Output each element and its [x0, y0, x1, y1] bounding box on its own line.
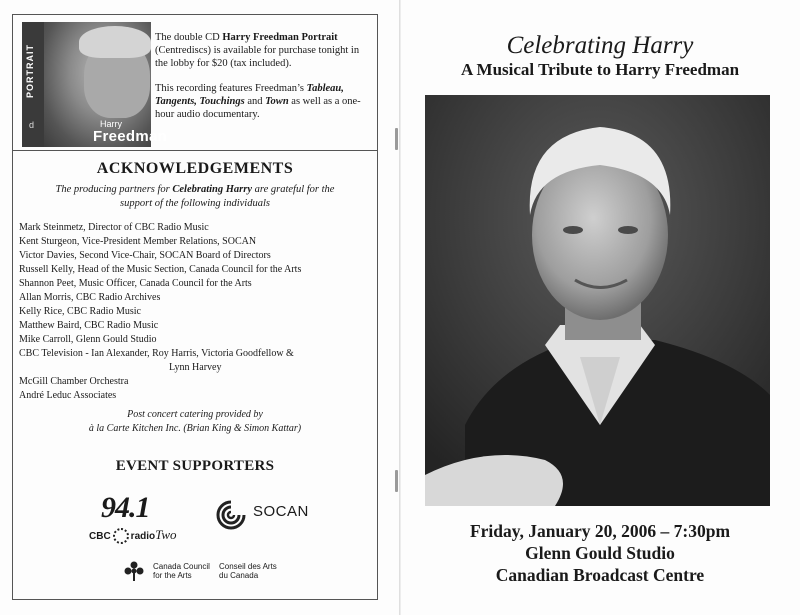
event-name-emphasis: Celebrating Harry — [172, 184, 253, 195]
council-name-english — [153, 562, 210, 580]
cd-spine — [22, 22, 44, 147]
council-line: Canada Council — [153, 562, 210, 571]
portrait-illustration — [425, 95, 770, 506]
text-span: The double CD — [155, 32, 223, 43]
canada-council-logo — [123, 558, 293, 594]
two-text: Two — [155, 527, 177, 542]
cbc-text: CBC — [89, 531, 111, 542]
work-titles: Tableau, Tangents, Touchings — [155, 83, 344, 107]
list-item: Matthew Baird, CBC Radio Music — [19, 320, 159, 331]
radio-frequency: 94.1 — [101, 491, 150, 524]
event-subtitle: A Musical Tribute to Harry Freedman — [460, 60, 740, 79]
cbc-radio-two-logo — [89, 491, 179, 551]
cd-cover-last-name: Freedman — [93, 128, 168, 145]
cd-contents-text — [155, 82, 369, 121]
cbc-radio-wordmark — [89, 527, 177, 544]
text-span: The producing partners for — [55, 184, 173, 195]
text-span: (Centrediscs) is available for purchase tonight in the lobby for $20 (tax included). — [155, 45, 360, 69]
socan-logo — [215, 497, 325, 537]
cd-title: Harry Freedman Portrait — [222, 32, 338, 43]
cbc-gem-icon — [113, 528, 129, 544]
list-item: Kelly Rice, CBC Radio Music — [19, 306, 141, 317]
list-item: Mark Steinmetz, Director of CBC Radio Music — [19, 222, 209, 233]
work-title: Town — [265, 96, 289, 107]
cd-portrait-hair — [79, 26, 151, 58]
text-span: are grateful for the support of the following individuals — [120, 184, 335, 209]
cd-portrait-photo — [44, 22, 168, 147]
acknowledgements-list — [19, 221, 371, 403]
socan-wordmark: SOCAN — [253, 503, 309, 520]
list-item: Allan Morris, CBC Radio Archives — [19, 292, 161, 303]
council-name-french — [219, 562, 277, 580]
cd-cover-first-name: Harry — [100, 119, 122, 129]
cd-cover-image — [22, 22, 168, 147]
cd-promo-section — [13, 15, 377, 151]
council-line: for the Arts — [153, 571, 192, 580]
list-item: André Leduc Associates — [19, 390, 117, 401]
catering-line: Post concert catering provided by — [127, 409, 263, 420]
list-item: CBC Television - Ian Alexander, Roy Harris, Victoria Goodfellow & — [19, 348, 294, 359]
catering-credit — [43, 408, 347, 436]
council-line: Conseil des Arts — [219, 562, 277, 571]
text-span: and — [244, 96, 266, 107]
left-page-panel — [12, 14, 378, 600]
list-item: Mike Carroll, Glenn Gould Studio — [19, 334, 157, 345]
event-venue: Glenn Gould Studio — [525, 543, 675, 563]
event-location: Canadian Broadcast Centre — [495, 565, 705, 585]
cd-description — [155, 31, 369, 133]
acknowledgements-heading: ACKNOWLEDGEMENTS — [96, 160, 294, 177]
radio-text: radio — [130, 531, 156, 542]
acknowledgements-intro — [43, 183, 347, 211]
council-line: du Canada — [219, 571, 259, 580]
list-item: Shannon Peet, Music Officer, Canada Council for the Arts — [19, 278, 252, 289]
event-supporters-heading: EVENT SUPPORTERS — [115, 458, 275, 474]
cd-availability-text — [155, 31, 369, 70]
list-item-continuation: Lynn Harvey — [169, 362, 222, 373]
staple — [395, 128, 398, 150]
cd-spine-text: PORTRAIT — [25, 44, 35, 98]
staple — [395, 470, 398, 492]
event-title: Celebrating Harry — [506, 32, 694, 59]
socan-mark-icon — [215, 499, 247, 531]
list-item: Victor Davies, Second Vice-Chair, SOCAN Board of Directors — [19, 250, 271, 261]
canada-council-emblem-icon — [123, 560, 145, 582]
text-span: This recording features Freedman’s — [155, 83, 307, 94]
text-span: as well as a one-hour audio documentary. — [155, 96, 361, 120]
list-item: McGill Chamber Orchestra — [19, 376, 129, 387]
catering-line: à la Carte Kitchen Inc. (Brian King & Simon Kattar) — [88, 423, 302, 434]
event-date-time: Friday, January 20, 2006 – 7:30pm — [469, 521, 731, 541]
list-item: Kent Sturgeon, Vice-President Member Relations, SOCAN — [19, 236, 257, 247]
cd-label-mark: d — [29, 120, 35, 130]
list-item: Russell Kelly, Head of the Music Section, Canada Council for the Arts — [19, 264, 302, 275]
harry-freedman-portrait-photo — [425, 95, 770, 506]
